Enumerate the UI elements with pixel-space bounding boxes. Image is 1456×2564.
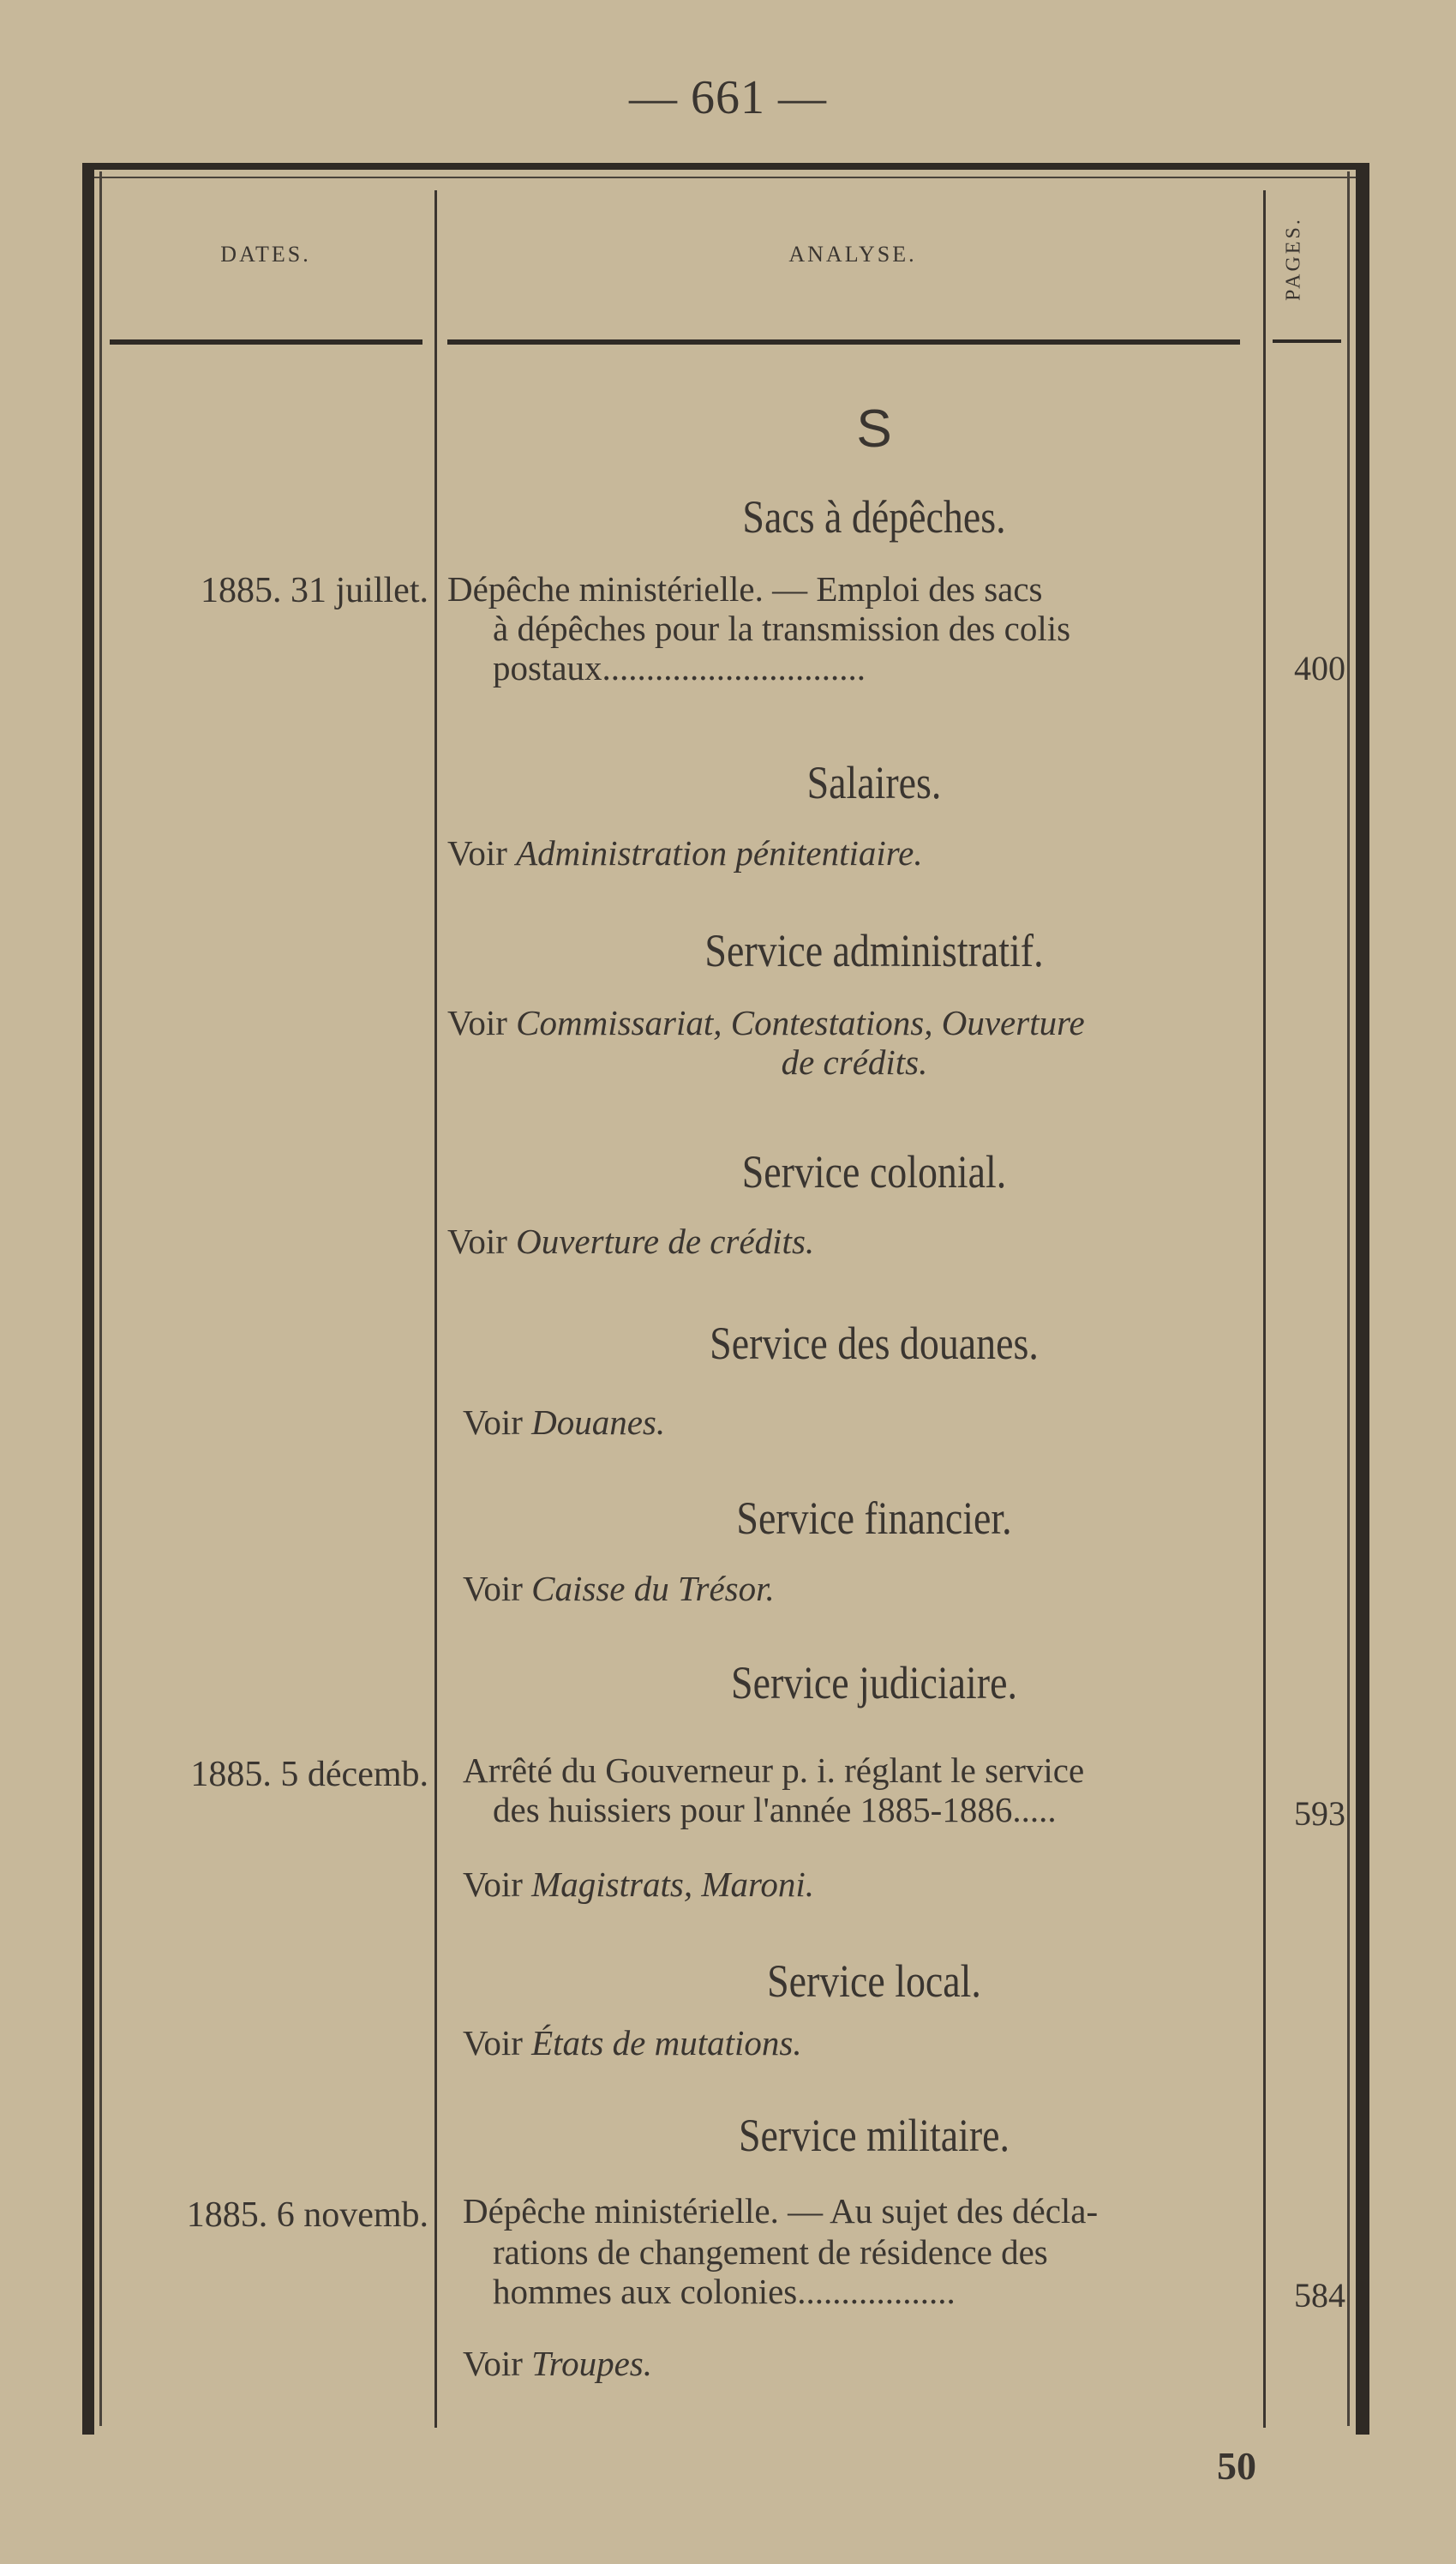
voir-reference: Voir Caisse du Trésor. <box>463 1569 775 1608</box>
entry-heading: Service judiciaire. <box>731 1657 1017 1708</box>
column-header-analyse: ANALYSE. <box>788 242 917 267</box>
entry-date: 1885. 31 juillet. <box>201 571 428 610</box>
voir-reference: Voir Magistrats, Maroni. <box>463 1864 815 1904</box>
header-rule-analyse <box>447 339 1240 345</box>
voir-reference: Voir États de mutations. <box>463 2023 802 2063</box>
frame-top-border <box>82 163 1369 170</box>
entry-heading: Salaires. <box>806 757 942 808</box>
entry-date: 1885. 6 novemb. <box>186 2195 428 2235</box>
voir-reference: Voir Administration pénitentiaire. <box>447 833 923 873</box>
entry-heading: Service militaire. <box>738 2110 1010 2161</box>
header-rule-dates <box>110 339 422 345</box>
frame-left-border <box>82 163 94 2435</box>
entry-heading: Sacs à dépêches. <box>742 491 1006 543</box>
section-letter: S <box>856 399 892 459</box>
frame-right-border <box>1356 163 1369 2435</box>
frame-left-inner-border <box>99 171 102 2426</box>
entry-text-line: Dépêche ministérielle. — Au sujet des décla- <box>463 2191 1099 2231</box>
entry-text-line: rations de changement de résidence des <box>493 2232 1048 2272</box>
entry-heading: Service colonial. <box>741 1146 1007 1198</box>
entry-heading: Service des douanes. <box>710 1318 1039 1369</box>
entry-text-line: Dépêche ministérielle. — Emploi des sacs <box>447 569 1043 609</box>
voir-reference: Voir Commissariat, Contestations, Ouverture <box>447 1003 1085 1042</box>
column-separator-pages <box>1263 190 1266 2428</box>
entry-page-ref: 593 <box>1294 1794 1345 1833</box>
column-header-dates: DATES. <box>220 242 311 267</box>
entry-heading: Service administratif. <box>704 925 1044 976</box>
printer-signature-mark: 50 <box>1217 2444 1256 2488</box>
entry-text-line: hommes aux colonies.................. <box>493 2272 956 2311</box>
column-header-pages: PAGES. <box>1282 217 1305 301</box>
entry-text-line: postaux.............................. <box>493 648 866 688</box>
voir-reference: Voir Troupes. <box>463 2344 653 2383</box>
entry-page-ref: 400 <box>1294 649 1345 688</box>
column-separator-dates <box>434 190 437 2428</box>
voir-reference-continued: de crédits. <box>781 1042 928 1082</box>
entry-date: 1885. 5 décemb. <box>190 1755 428 1794</box>
entry-heading: Service financier. <box>736 1492 1012 1544</box>
entry-text-line: des huissiers pour l'année 1885-1886..... <box>493 1790 1057 1829</box>
entry-heading: Service local. <box>767 1955 981 2007</box>
page-number: — 661 — <box>629 71 827 124</box>
entry-page-ref: 584 <box>1294 2276 1345 2315</box>
entry-text-line: à dépêches pour la transmission des colis <box>493 609 1071 648</box>
header-rule-pages <box>1273 339 1341 343</box>
voir-reference: Voir Douanes. <box>463 1402 666 1442</box>
frame-right-inner-border <box>1347 171 1350 2426</box>
entry-text-line: Arrêté du Gouverneur p. i. réglant le service <box>463 1750 1085 1790</box>
voir-reference: Voir Ouverture de crédits. <box>447 1222 815 1261</box>
frame-top-inner-border <box>94 177 1356 178</box>
